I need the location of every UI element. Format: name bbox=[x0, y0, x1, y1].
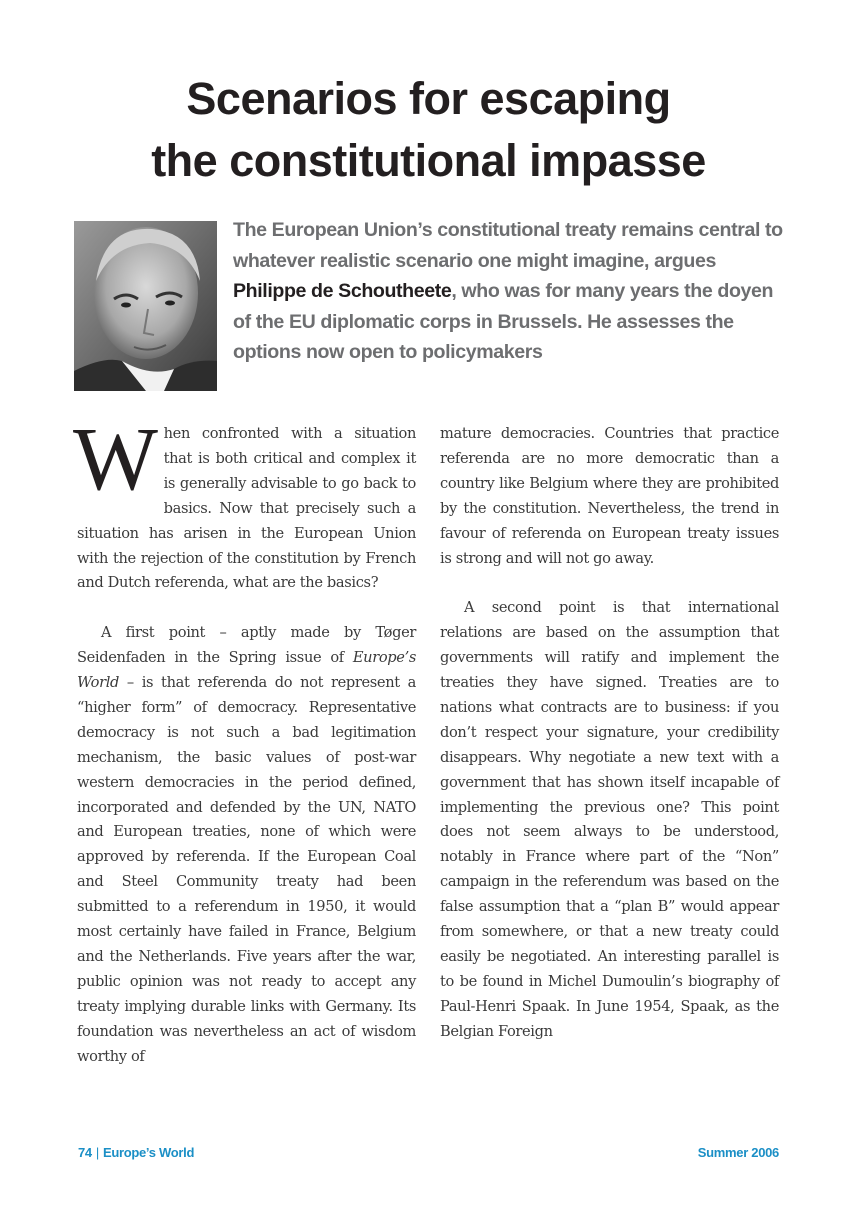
page-number: 74 bbox=[78, 1145, 92, 1160]
article-title bbox=[0, 68, 857, 192]
standfirst-text-after: , who was for many years the doyen of the EU diplomatic corps in Brussels. He assesses the options now open to policymakers bbox=[233, 280, 774, 363]
author-portrait bbox=[74, 221, 217, 391]
article-standfirst bbox=[233, 215, 793, 368]
paragraph-2-text-b: – is that referenda do not represent a “higher form” of democracy. Representative democracy is not such a bad legitimation mechanism, the basic values of post-war western democracies in the period defined, incorporated and defended by the UN, NATO and European treaties, none of which were approved by referenda. If the European Coal and Steel Community treaty had been submitted to a referendum in 1950, it would most certainly have failed in France, Belgium and the Netherlands. Five years after the war, public opinion was not ready to accept any treaty implying durable links with Germany. Its foundation was nevertheless an act of wisdom worthy of bbox=[77, 674, 416, 1065]
publication-name: Europe’s World bbox=[102, 1145, 195, 1160]
paragraph-2-text-a: A first point – aptly made by Tøger Seidenfaden in the Spring issue of bbox=[77, 624, 416, 667]
publication-title-italic: Europe’s World bbox=[77, 649, 416, 692]
author-name: Philippe de Schoutheete bbox=[233, 280, 452, 302]
portrait-photo-icon bbox=[74, 221, 217, 391]
body-paragraph-2 bbox=[77, 621, 416, 1069]
body-paragraph-1 bbox=[73, 410, 416, 596]
title-line-2: the constitutional impasse bbox=[151, 135, 706, 186]
standfirst-text-before: The European Union’s constitutional treaty remains central to whatever realistic scenario one might imagine, argues bbox=[233, 219, 783, 272]
body-paragraph-3: mature democracies. Countries that practice referenda are no more democratic than a country like Belgium where they are prohibited by the constitution. Nevertheless, the trend in favour of referenda on European treaty issues is strong and will not go away. bbox=[440, 425, 779, 567]
body-column-left bbox=[73, 410, 416, 1094]
body-column-right bbox=[440, 422, 779, 1070]
footer-folio bbox=[78, 1145, 194, 1160]
drop-cap: W bbox=[73, 410, 158, 509]
paragraph-1-text: hen confronted with a situation that is both critical and complex it is generally advisable to go back to basics. Now that precisely such a situation has arisen in the European Union with the rejection of the constitution by French and Dutch referenda, what are the basics? bbox=[77, 425, 416, 592]
footer-separator: | bbox=[95, 1145, 99, 1160]
body-paragraph-4: A second point is that international relations are based on the assumption that governments will ratify and implement the treaties they have signed. Treaties are to nations what contracts are to business: if you don’t respect your signature, your credibility disappears. Why negotiate a new text with a government that has shown itself incapable of implementing the previous one? This point does not seem always to be understood, notably in France where part of the “Non” campaign in the referendum was based on the false assumption that a “plan B” would appear from somewhere, or that a new treaty could easily be negotiated. An interesting parallel is to be found in Michel Dumoulin’s biography of Paul-Henri Spaak. In June 1954, Spaak, as the Belgian Foreign bbox=[440, 599, 779, 1040]
title-line-1: Scenarios for escaping bbox=[186, 73, 671, 124]
issue-label: Summer 2006 bbox=[697, 1145, 779, 1160]
